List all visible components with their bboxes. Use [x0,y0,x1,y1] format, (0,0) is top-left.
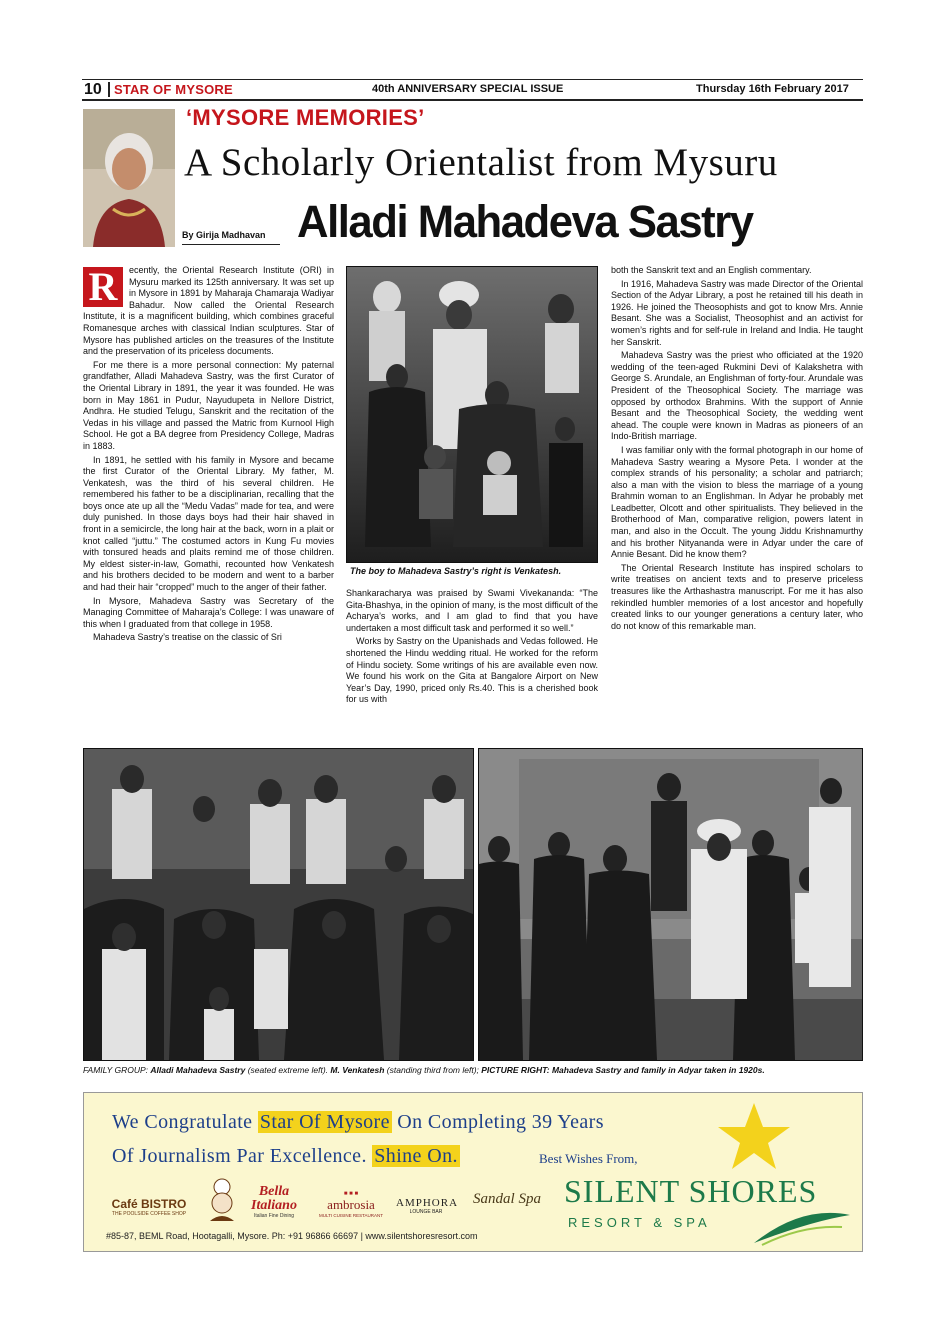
paragraph: In 1891, he settled with his family in Mysore and became the first Curator of the Oriental Library. My father, M. Venkatesh, was the third of his several children. He remembered his father to be a disciplinarian, recalling that the boys once ate up all the “Medu Vadas” made for tea, and were duly punished. In those days boys had their hair shaved in front in a semicircle, the long hair at the back, worn in a plait or knot called “juttu.” The costumed actors in Kung Fu movies with tonsured heads and plaits remind me of those children. My eldest sister-in-law, Gomathi, recounted how Venkatesh and his brothers decided to be modern and went to a barber and had their hair “cropped” much to the anger of their father. [83,454,334,593]
logo-subtext: LOUNGE BAR [409,1209,443,1215]
logo-text: Bella Italiano [251,1184,297,1213]
ad-text: Of Journalism Par Excellence. [112,1145,373,1167]
byline-rule [182,244,280,245]
article-column-2 [346,588,598,743]
logo-subtext: Italian Fine Dining [253,1213,295,1219]
issue-title: 40th ANNIVERSARY SPECIAL ISSUE [372,83,564,95]
paragraph: Mahadeva Sastry was the priest who officiated at the 1920 wedding of the teen-aged Rukmini Devi of Kalakshetra with George S. Arundale, an Englishman of forty-four. Arundale was President of the Theosophical Society. The marriage was opposed by orthodox Brahmins. With the support of Annie Besant and the Theosophical Society, the wedding went ahead. The couple were known in Madras as pioneers of an Indo-British marriage. [611,350,863,442]
header-rule-top [82,79,863,80]
paragraph: The Oriental Research Institute has inspired scholars to write treatises on ancient texts and to preserve priceless treasures like the Arthashastra manuscript. For me it has also rekindled humbler memories of a lost ancestor and hopefully created links to our younger generations a century later, who do not know of this remarkable man. [611,562,863,631]
header-rule-bottom [82,99,863,101]
ad-address[interactable]: #85-87, BEML Road, Hootagalli, Mysore. Ph: +91 96866 66697 | www.silentshoresresort.com [106,1231,478,1241]
byline: By Girija Madhavan [182,230,266,240]
paragraph: I was familiar only with the formal photograph in our home of Mahadeva Sastry wearing a Mysore Peta. I wonder at the complex strands of his personality; a scholar and patriarch; also a man with the vision to bless the marriage of a young Brahmin woman to an Englishman. In Adyar he probably met Leadbetter, Olcott and other spiritualists. They believed in the Brotherhood of Man, comparative religion, powers latent in man, and also in the Occult. The young Jiddu Krishnamurthy and his brother Nityananda were in Adyar under the care of Annie Besant. Did he know them? [611,444,863,560]
caption-part: PICTURE RIGHT: Mahadeva Sastry and family in Adyar taken in 1920s. [481,1065,765,1075]
ad-brand-sub: RESORT & SPA [568,1215,711,1230]
ad-logo-row [104,1185,544,1225]
logo-subtext: MULTI CUISINE RESTAURANT [318,1213,384,1218]
family-group-photo [83,748,474,1061]
logo-subtext: THE POOLSIDE COFFEE SHOP [111,1211,187,1217]
logo-cafe-bistro [104,1197,194,1217]
logo-text: Café BISTRO [111,1197,187,1211]
paragraph: Mahadeva Sastry’s treatise on the classic of Sri [93,632,282,643]
adyar-family-photo [478,748,863,1061]
author-photo [83,109,175,247]
logo-text: ambrosia [327,1197,375,1212]
issue-date: Thursday 16th February 2017 [696,83,849,95]
paragraph: In 1916, Mahadeva Sastry was made Director of the Oriental Section of the Adyar Library, a post he retained till his death in 1926. He joined the Theosophists and got to know Mrs. Annie Besant. She was a Socialist, Theosophist and an activist for women’s rights and for self-rule in Ireland and India. He taught her Sanskrit. [611,278,863,347]
ad-text: We Congratulate [112,1111,258,1133]
paragraph: Works by Sastry on the Upanishads and Vedas followed. He shortened the Hindu wedding ritual. He worked for the reform of Hindu society. Some writings of his are available even now. We found his work on the Gita at Bangalore Airport on New Year’s Day, 1990, priced only Rs.40. This is a cherished book for us with [346,636,598,705]
advertisement[interactable] [83,1092,863,1252]
photo-caption-bottom [83,1065,765,1075]
paragraph: both the Sanskrit text and an English commentary. [611,265,812,275]
ad-line-2 [112,1145,460,1168]
article-column-3 [611,265,863,743]
chef-icon [202,1177,242,1221]
drop-cap: R [83,267,123,307]
logo-sandal-spa [472,1191,542,1208]
ad-line-1 [112,1111,604,1134]
logo-bella-italiano [244,1185,304,1219]
masthead: STAR OF MYSORE [108,82,237,97]
caption-part: (seated extreme left). [245,1065,331,1075]
photo-caption-center: The boy to Mahadeva Sastry’s right is Venkatesh. [350,566,562,576]
ad-highlight: Shine On. [374,1145,458,1167]
paragraph: Shankaracharya was praised by Swami Vivekananda: “The Gita-Bhashya, in the opinion of many, is the most difficult of the Acharya’s works, and I am glad to find that you have undertaken a most difficult task and performed it so well.” [346,588,598,633]
paragraph: ecently, the Oriental Research Institute (ORI) in Mysuru marked its 125th anniversary. It was set up in Mysore in 1891 by Maharaja Chamaraja Wadiyar Bahadur. Now called the Oriental Research Institute, it is a magnificent building, which combines graceful Romanesque arches with classical Indian sculptures. Star of Mysore has published articles on the treasures of the Institute and the preservation of its priceless documents. [83,265,334,357]
ad-text: On Completing 39 Years [391,1111,604,1133]
ad-brand: SILENT SHORES [564,1173,818,1209]
logo-amphora [396,1197,459,1215]
caption-part: Alladi Mahadeva Sastry [150,1065,246,1075]
star-icon [714,1101,794,1171]
logo-text: AMPHORA [396,1197,459,1209]
caption-part: FAMILY GROUP: [83,1065,151,1075]
ad-best-wishes: Best Wishes From, [539,1151,638,1166]
subject-title: Alladi Mahadeva Sastry [297,196,753,247]
paragraph: For me there is a more personal connection: My paternal grandfather, Alladi Mahadeva Sastry, was the first Curator of the Oriental Library in 1891, the year it was founded. He was born in May 1861 in Pudur, Nayudupeta in Nellore District, Andhra. He studied Telugu, Sanskrit and the recitation of the Vedas in his village and passed the Matric from Kurnool High School. He got a BA degree from Presidency College, Madras in 1883. [83,359,334,451]
kicker: ‘MYSORE MEMORIES’ [186,105,425,130]
caption-part: (standing third from left); [384,1065,482,1075]
headline: A Scholarly Orientalist from Mysuru [184,141,778,184]
paragraph: In Mysore, Mahadeva Sastry was Secretary of the Managing Committee of Maharaja’s College: I was unaware of this when I graduated from that college in 1958. [83,595,334,629]
logo-text: Sandal Spa [473,1191,541,1207]
article-column-1 [83,265,334,743]
leaf-swoosh-icon [752,1209,852,1249]
family-photo-center [346,266,598,563]
caption-part: M. Venkatesh [330,1065,385,1075]
page-number: 10 [84,81,102,98]
ad-highlight: Star Of Mysore [259,1111,390,1133]
logo-ambrosia: ■ ■ ■ ambrosia MULTI CUISINE RESTAURANT [316,1191,386,1218]
